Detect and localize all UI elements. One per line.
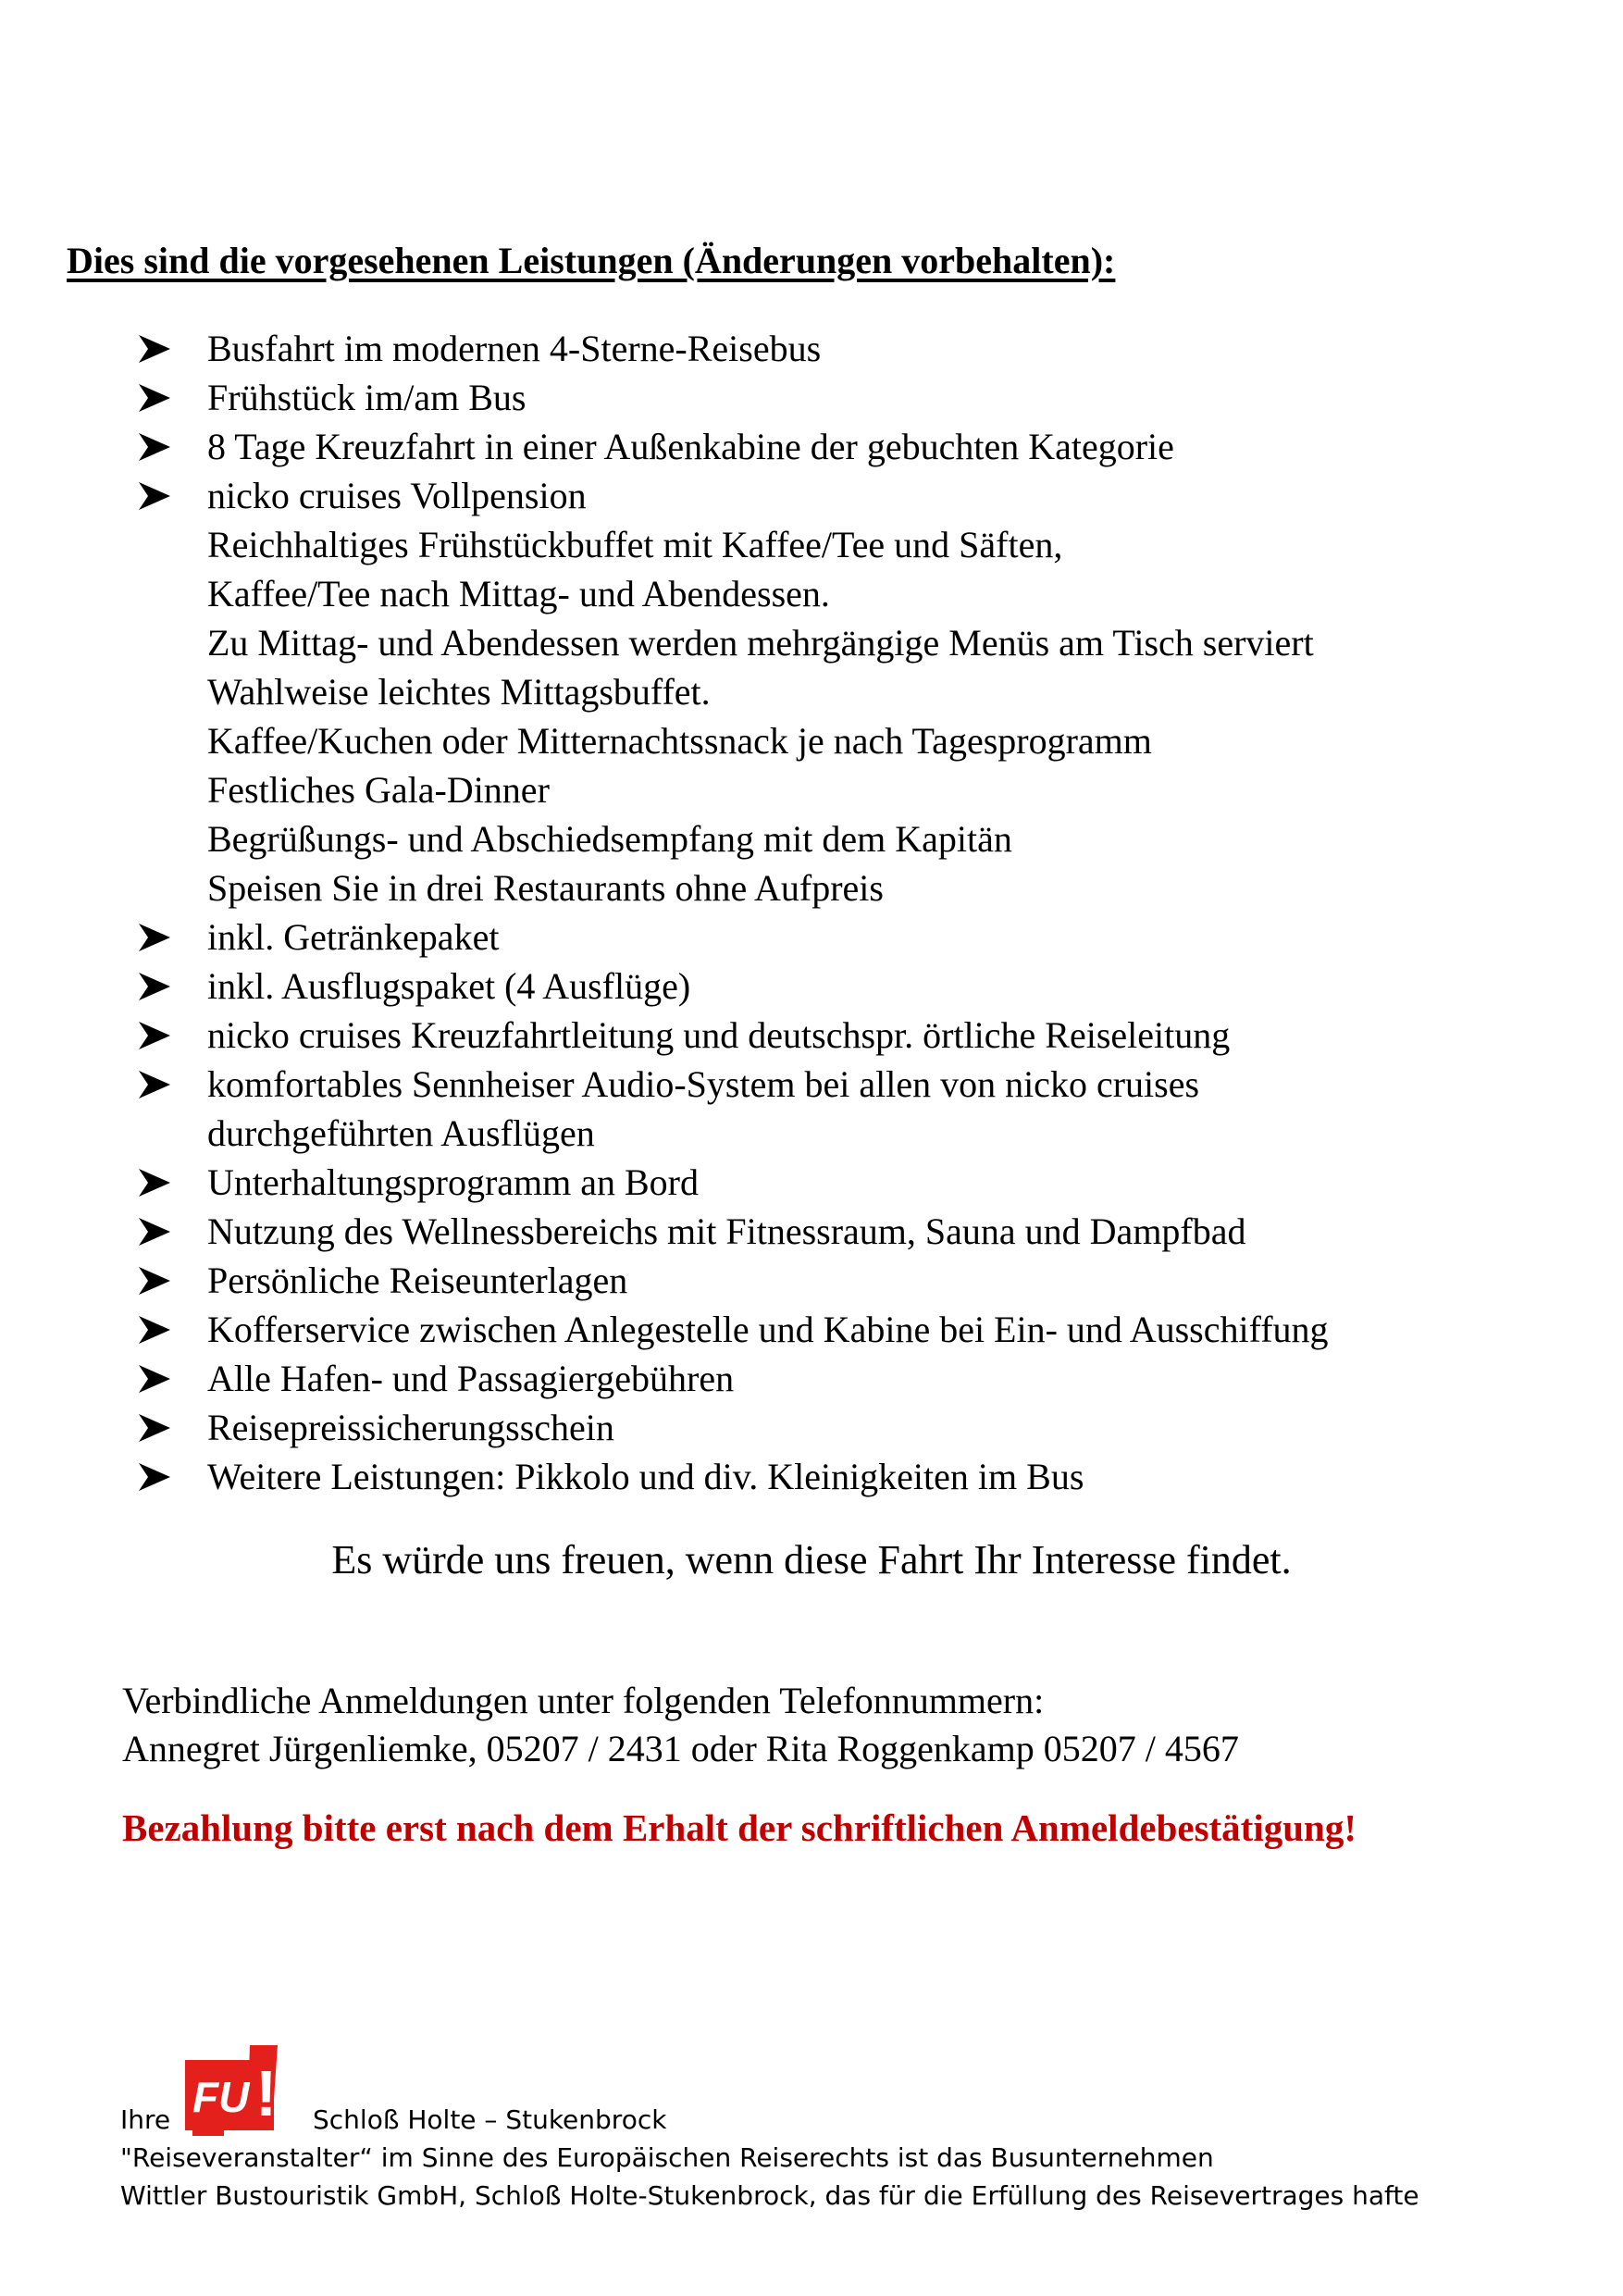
fu-logo	[183, 2043, 285, 2136]
arrow-bullet-icon	[139, 1452, 172, 1501]
services-list	[139, 324, 1582, 1501]
arrow-bullet-icon	[139, 373, 172, 422]
list-item-continuation	[139, 814, 1582, 863]
list-item	[139, 1011, 1582, 1060]
svg-text:FU: FU	[192, 2073, 250, 2121]
footer-prefix: Ihre	[120, 2104, 171, 2135]
list-item-text: Alle Hafen- und Passagiergebühren	[207, 1358, 735, 1399]
list-item-text: Kaffee/Tee nach Mittag- und Abendessen.	[207, 573, 830, 614]
list-item	[139, 1158, 1582, 1207]
arrow-bullet-icon	[139, 1158, 172, 1207]
list-item-text: Wahlweise leichtes Mittagsbuffet.	[207, 671, 711, 713]
list-item-text: komfortables Sennheiser Audio-System bei allen von nicko cruises	[207, 1063, 1200, 1105]
list-item	[139, 962, 1582, 1011]
list-item	[139, 471, 1582, 520]
list-item-text: inkl. Getränkepaket	[207, 916, 500, 958]
list-item-continuation	[139, 618, 1582, 667]
list-item-continuation	[139, 569, 1582, 618]
arrow-bullet-icon	[139, 1060, 172, 1109]
list-item-text: nicko cruises Kreuzfahrtleitung und deutschspr. örtliche Reiseleitung	[207, 1014, 1231, 1056]
arrow-bullet-icon	[139, 1207, 172, 1256]
footer	[120, 2057, 1419, 2215]
arrow-bullet-icon	[139, 422, 172, 471]
list-item	[139, 422, 1582, 471]
contact-block	[122, 1677, 1239, 1773]
list-item	[139, 1354, 1582, 1403]
footer-company-line: Wittler Bustouristik GmbH, Schloß Holte-Stukenbrock, das für die Erfüllung des Reisevertrages hafte	[120, 2180, 1419, 2211]
list-item	[139, 1207, 1582, 1256]
list-item	[139, 1256, 1582, 1305]
footer-place: Schloß Holte – Stukenbrock	[313, 2104, 667, 2135]
list-item-text: Zu Mittag- und Abendessen werden mehrgängige Menüs am Tisch serviert	[207, 622, 1314, 664]
list-item-text: nicko cruises Vollpension	[207, 475, 587, 516]
list-item-text: Begrüßungs- und Abschiedsempfang mit dem Kapitän	[207, 818, 1012, 860]
list-item-text: 8 Tage Kreuzfahrt in einer Außenkabine der gebuchten Kategorie	[207, 426, 1174, 467]
payment-warning: Bezahlung bitte erst nach dem Erhalt der schriftlichen Anmeldebestätigung!	[122, 1806, 1357, 1849]
list-item-text: durchgeführten Ausflügen	[207, 1112, 595, 1154]
list-item-continuation	[139, 1109, 1582, 1158]
list-item	[139, 324, 1582, 373]
list-item	[139, 373, 1582, 422]
list-item-text: Frühstück im/am Bus	[207, 377, 527, 418]
list-item-text: Reichhaltiges Frühstückbuffet mit Kaffee/Tee und Säften,	[207, 524, 1063, 565]
list-item-text: Unterhaltungsprogramm an Bord	[207, 1161, 699, 1203]
list-item-text: Speisen Sie in drei Restaurants ohne Aufpreis	[207, 867, 884, 909]
arrow-bullet-icon	[139, 1403, 172, 1452]
list-item-continuation	[139, 667, 1582, 716]
list-item	[139, 1305, 1582, 1354]
arrow-bullet-icon	[139, 324, 172, 373]
arrow-bullet-icon	[139, 962, 172, 1011]
list-item-text: Festliches Gala-Dinner	[207, 769, 550, 811]
arrow-bullet-icon	[139, 1354, 172, 1403]
arrow-bullet-icon	[139, 1256, 172, 1305]
contact-phones: Annegret Jürgenliemke, 05207 / 2431 oder Rita Roggenkamp 05207 / 4567	[122, 1728, 1239, 1769]
svg-text:!: !	[255, 2057, 278, 2129]
arrow-bullet-icon	[139, 471, 172, 520]
list-item-continuation	[139, 716, 1582, 765]
arrow-bullet-icon	[139, 1011, 172, 1060]
list-item	[139, 1403, 1582, 1452]
list-item-continuation	[139, 765, 1582, 814]
list-item-continuation	[139, 520, 1582, 569]
list-item-text: Weitere Leistungen: Pikkolo und div. Kleinigkeiten im Bus	[207, 1456, 1084, 1497]
list-item-text: Nutzung des Wellnessbereichs mit Fitnessraum, Sauna und Dampfbad	[207, 1210, 1246, 1252]
list-item	[139, 1452, 1582, 1501]
list-item-continuation	[139, 863, 1582, 912]
list-item-text: Reisepreissicherungsschein	[207, 1407, 614, 1448]
arrow-bullet-icon	[139, 912, 172, 962]
page-heading: Dies sind die vorgesehenen Leistungen (Änderungen vorbehalten):	[67, 240, 1116, 281]
list-item-text: Busfahrt im modernen 4-Sterne-Reisebus	[207, 328, 822, 369]
list-item	[139, 912, 1582, 962]
list-item	[139, 1060, 1582, 1109]
footer-organizer-line: "Reiseveranstalter“ im Sinne des Europäischen Reiserechts ist das Busunternehmen	[120, 2142, 1214, 2173]
list-item-text: inkl. Ausflugspaket (4 Ausflüge)	[207, 965, 691, 1007]
closing-sentence: Es würde uns freuen, wenn diese Fahrt Ihr Interesse findet.	[331, 1537, 1292, 1582]
list-item-text: Kofferservice zwischen Anlegestelle und Kabine bei Ein- und Ausschiffung	[207, 1309, 1329, 1350]
arrow-bullet-icon	[139, 1305, 172, 1354]
list-item-text: Kaffee/Kuchen oder Mitternachtssnack je nach Tagesprogramm	[207, 720, 1152, 762]
contact-intro: Verbindliche Anmeldungen unter folgenden Telefonnummern:	[122, 1680, 1045, 1721]
list-item-text: Persönliche Reiseunterlagen	[207, 1260, 628, 1301]
